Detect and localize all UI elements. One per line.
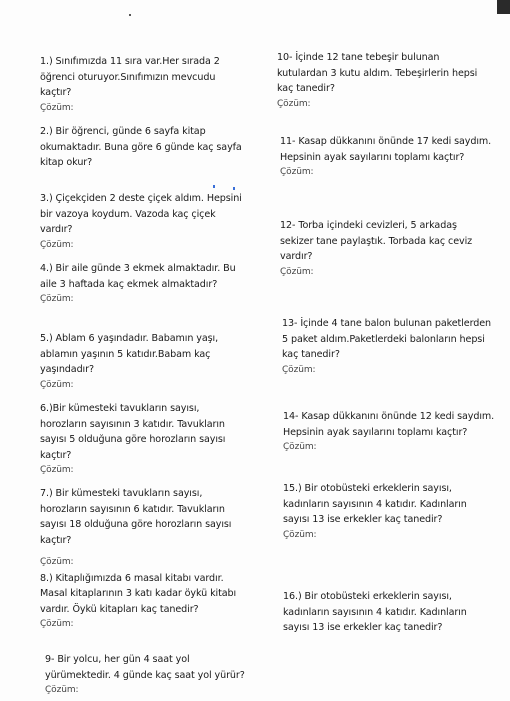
question-line: vardır? [40, 224, 73, 235]
question-line: sekizer tane paylaştık. Torbada kaç ceviz [280, 235, 473, 247]
question-line: kutulardan 3 kutu aldım. Tebeşirlerin hepsi [277, 67, 478, 79]
solution-label: Çözüm: [40, 294, 74, 304]
question-line: kaçtır? [40, 534, 72, 546]
question-line: sayısı 13 ise erkekler kaç tanedir? [283, 514, 443, 525]
question-line: ablamın yaşının 5 katıdır.Babam kaç [40, 348, 211, 360]
question-line: kaçtır? [40, 87, 72, 98]
question-3 [40, 191, 242, 253]
question-line: vardır. Öykü kitapları kaç tanedir? [40, 603, 199, 615]
question-line: 5 paket aldım.Paketlerdeki balonların hepsi [282, 333, 485, 345]
scan-edge-shadow [497, 0, 510, 14]
question-line: aile 3 haftada kaç ekmek almaktadır? [40, 278, 218, 290]
question-line: yürümektedir. 4 günde kaç saat yol yürür? [45, 669, 245, 681]
question-line: kaçtır? [40, 449, 72, 461]
question-5 [40, 331, 218, 393]
question-15 [283, 481, 467, 543]
question-line: bir vazoya koydum. Vazoda kaç çiçek [40, 208, 216, 220]
question-line: 4.) Bir aile günde 3 ekmek almaktadır. Bu [40, 263, 236, 274]
question-line: 14- Kasap dükkanını önünde 12 kedi saydım. [283, 411, 495, 422]
question-line: Hepsinin ayak sayılarını toplamı kaçtır? [283, 426, 468, 438]
question-line: sayısı 18 olduğuna göre horozların sayısı [40, 519, 232, 530]
solution-label: Çözüm: [40, 465, 74, 475]
question-line: 10- İçinde 12 tane tebeşir bulunan [277, 52, 440, 63]
question-1 [40, 54, 220, 116]
question-12 [280, 218, 472, 280]
question-line: sayısı 13 ise erkekler kaç tanedir? [283, 622, 443, 633]
solution-label: Çözüm: [280, 266, 314, 277]
question-line: kitap okur? [40, 157, 93, 168]
question-11 [280, 134, 491, 181]
question-line: sayısı 5 olduğuna göre horozların sayısı [40, 434, 226, 445]
question-line: 7.) Bir kümesteki tavukların sayısı, [40, 488, 203, 499]
question-line: okumaktadır. Buna göre 6 günde kaç sayfa [40, 141, 242, 153]
question-line: 12- Torba içindeki cevizleri, 5 arkadaş [280, 220, 457, 231]
question-10 [277, 50, 477, 112]
question-16 [283, 589, 467, 636]
solution-label: Çözüm: [40, 557, 74, 567]
question-9 [45, 652, 245, 699]
scan-speck [129, 14, 131, 16]
question-6 [40, 401, 225, 479]
question-line: kadınların sayısının 4 katıdır. Kadınların [283, 498, 467, 510]
question-4 [40, 261, 236, 308]
question-line: 1.) Sınıfımızda 11 sıra var.Her sırada 2 [40, 56, 220, 67]
question-line: 2.) Bir öğrenci, günde 6 sayfa kitap [40, 126, 206, 137]
question-line: yaşındadır? [40, 364, 94, 375]
solution-label: Çözüm: [283, 442, 317, 452]
question-line: 15.) Bir otobüsteki erkeklerin sayısı, [283, 483, 452, 494]
solution-label: Çözüm: [280, 167, 314, 177]
ink-mark [233, 187, 235, 190]
question-line: Masal kitaplarının 3 katı kadar öykü kitabı [40, 588, 237, 599]
question-line: 9- Bir yolcu, her gün 4 saat yol [45, 654, 190, 665]
question-2 [40, 124, 242, 171]
question-14 [283, 409, 494, 456]
solution-label: Çözüm: [40, 619, 74, 629]
question-8 [40, 555, 236, 633]
question-line: kadınların sayısının 4 katıdır. Kadınların [283, 606, 467, 618]
solution-label: Çözüm: [40, 239, 74, 250]
question-line: 3.) Çiçekçiden 2 deste çiçek aldım. Hepsini [40, 193, 242, 204]
solution-label: Çözüm: [40, 102, 74, 113]
question-line: kaç tanedir? [282, 349, 340, 360]
question-line: horozların sayısının 3 katıdır. Tavukların [40, 418, 225, 430]
question-line: Hepsinin ayak sayılarını toplamı kaçtır? [280, 151, 465, 163]
question-7 [40, 486, 231, 548]
question-line: 6.)Bir kümesteki tavukların sayısı, [40, 403, 200, 414]
solution-label: Çözüm: [45, 685, 79, 695]
question-13 [282, 316, 491, 378]
question-line: kaç tanedir? [277, 83, 335, 94]
solution-label: Çözüm: [282, 364, 316, 375]
solution-label: Çözüm: [277, 98, 311, 109]
question-line: 11- Kasap dükkanını önünde 17 kedi saydım. [280, 136, 492, 147]
question-line: 16.) Bir otobüsteki erkeklerin sayısı, [283, 591, 452, 602]
ink-mark [213, 185, 215, 188]
question-line: 8.) Kitaplığımızda 6 masal kitabı vardır. [40, 572, 224, 584]
question-line: 13- İçinde 4 tane balon bulunan paketlerden [282, 318, 492, 329]
question-line: vardır? [280, 251, 313, 262]
solution-label: Çözüm: [40, 379, 74, 390]
question-line: öğrenci oturuyor.Sınıfımızın mevcudu [40, 71, 216, 83]
question-line: 5.) Ablam 6 yaşındadır. Babamın yaşı, [40, 333, 219, 344]
question-line: horozların sayısının 6 katıdır. Tavukların [40, 503, 225, 515]
solution-label: Çözüm: [283, 529, 317, 540]
